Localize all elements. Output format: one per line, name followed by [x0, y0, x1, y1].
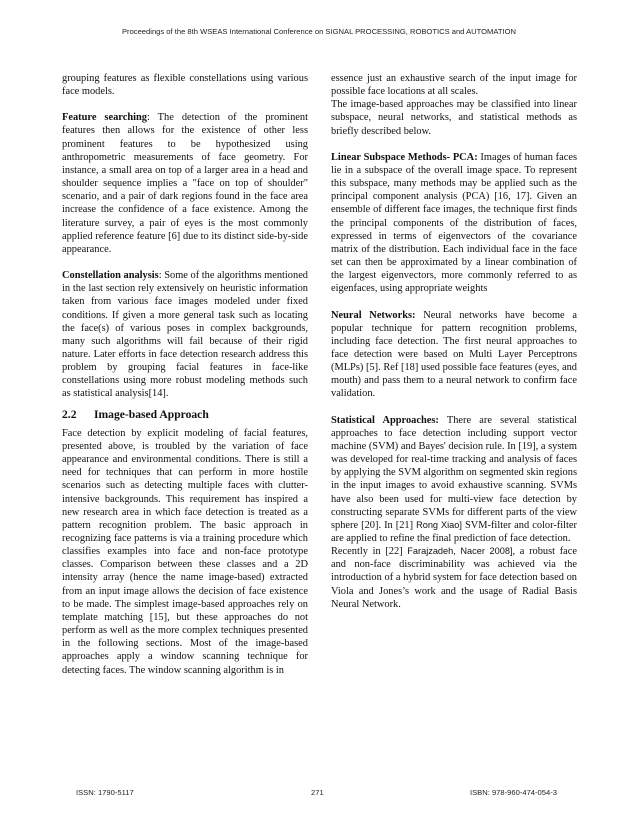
footer-page-number: 271	[311, 788, 324, 797]
right-paragraph-2: The image-based approaches may be classified into linear subspace, neural networks, and statistical methods as briefly described below.	[331, 99, 577, 137]
statistical-approaches-body-a: There are several statistical approaches to face detection including support vector machine (SVM) and Bayes' decision rule. In [19], a system was developed for real-time tracking and analysis of faces by applying the SVM algorithm on segmented skin regions in the input images to avoid exhaustive scanning. SVMs have also been used for multi-view face detection by constructing separate SVMs for different parts of the view sphere [20]. In [21]	[331, 414, 578, 531]
constellation-analysis-paragraph	[62, 269, 308, 401]
feature-searching-body: : The detection of the prominent features then allows for the existence of other less prominent features to be hypothesized using anthropometric measurements of face geometry. For instance, a small area on top of a larger area in a head and shoulder sequence implies a "face on top of shoulder" scenario, and a pair of dark regions found in the face area increase the confidence of a face existence. Among the literature survey, a pair of eyes is the most commonly applied reference feature [6] due to its distinct side-by-side appearance.	[62, 112, 308, 255]
footer-isbn: ISBN: 978-960-474-054-3	[470, 788, 557, 797]
image-based-paragraph: Face detection by explicit modeling of facial features, presented above, is troubled by the variation of face appearance and environmental conditions. There is still a need for techniques that can perform in more hostile scenarios such as detecting multiple faces with clutter-intensive backgrounds. This requirement has inspired a new research area in which face detection is treated as a pattern recognition problem. The basic approach in recognizing face patterns is via a training procedure which classifies examples into face and non-face prototype classes. Comparison between these classes and a 2D intensity array (hence the name image-based) extracted from an input image allows the decision of face existence to be made. The simplest image-based approaches rely on template matching [15], but these approaches do not perform as well as the more complex techniques presented in the following sections. Most of the image-based approaches apply a window scanning technique for detecting faces. The window scanning algorithm is in	[62, 427, 308, 676]
linear-subspace-heading: Linear Subspace Methods- PCA:	[331, 151, 478, 163]
statistical-approaches-body-b: SVM-filter and color-filter are applied to refine the final prediction of face detection.	[331, 519, 577, 544]
citation-author-farajzadeh: Farajzadeh, Nacer 2008]	[407, 546, 513, 557]
right-column	[331, 72, 577, 611]
recently-paragraph	[331, 545, 577, 611]
neural-networks-paragraph	[331, 309, 577, 401]
linear-subspace-paragraph	[331, 151, 577, 296]
neural-networks-heading: Neural Networks:	[331, 309, 416, 321]
recently-text-b: , a robust face and non-face discriminability was achieved via the introduction of a hybrid system for face detection based on Viola and Jones’s work and the usage of Radial Basis Neural Network.	[331, 546, 577, 610]
linear-subspace-body: Images of human faces lie in a subspace of the overall image space. To represent this subspace, many methods may be applied such as the principal component analysis (PCA) [16, 17]. Given an ensemble of different face images, the technique first finds the principal components of the distribution of faces, expressed in terms of eigenvectors of the covariance matrix of the distribution. Each individual face in the face set can then be approximated by a linear combination of the largest eigenvectors, more commonly referred to as eigenfaces, using appropriate weights	[331, 151, 577, 295]
running-header: Proceedings of the 8th WSEAS International Conference on SIGNAL PROCESSING, ROBOTICS and AUTOMATION	[121, 27, 517, 36]
footer-issn: ISSN: 1790-5117	[76, 788, 134, 797]
section-heading	[62, 408, 308, 421]
section-title: Image-based Approach	[94, 407, 209, 421]
constellation-analysis-body: : Some of the algorithms mentioned in the last section rely extensively on heuristic information taken from various face images modeled under fixed conditions. If given a more general task such as locating the face(s) of various poses in complex backgrounds, many such algorithms will fail because of their rigid nature. Later efforts in face detection research address this problem by grouping facial features in face-like constellations using more robust modeling methods such as statistical analysis[14].	[62, 270, 308, 400]
right-paragraph-1: essence just an exhaustive search of the input image for possible face locations at all scales.	[331, 73, 577, 98]
left-column	[62, 72, 308, 677]
left-paragraph-1: grouping features as flexible constellations using various face models.	[62, 73, 308, 98]
feature-searching-heading: Feature searching	[62, 112, 147, 124]
recently-text-a: Recently in [22]	[331, 546, 408, 558]
neural-networks-body: Neural networks have become a popular technique for pattern recognition problems, including face detection. The first neural approaches to face detection were based on Multi Layer Perceptrons (MLPs) [5]. Ref [18] used possible face features (eyes, and mouth) and pass them to a neural network to confirm face validation.	[331, 309, 577, 400]
statistical-approaches-paragraph	[331, 414, 577, 546]
statistical-approaches-heading: Statistical Approaches:	[331, 414, 439, 426]
feature-searching-paragraph	[62, 111, 308, 256]
citation-author-xiao: Rong Xiao]	[416, 519, 462, 530]
constellation-analysis-heading: Constellation analysis	[62, 270, 159, 282]
section-number: 2.2	[62, 407, 77, 421]
